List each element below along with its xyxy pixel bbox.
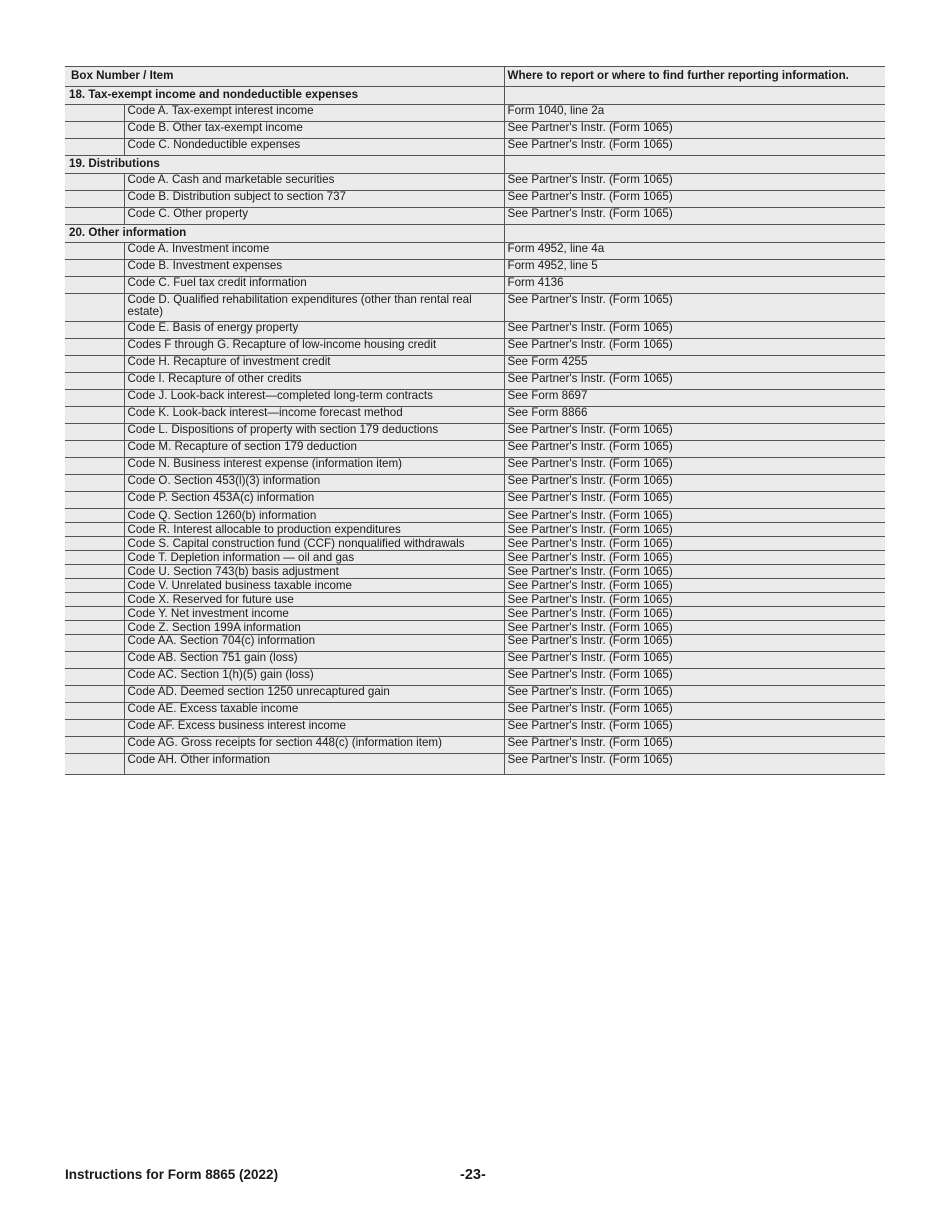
section-where-empty <box>504 87 885 105</box>
reporting-location: Form 1040, line 2a <box>504 105 885 122</box>
reporting-location: See Partner's Instr. (Form 1065) <box>504 509 885 523</box>
indent-cell <box>65 720 124 737</box>
section-row <box>65 87 885 105</box>
reporting-location: See Partner's Instr. (Form 1065) <box>504 322 885 339</box>
code-label: Code A. Cash and marketable securities <box>124 174 504 191</box>
code-label: Code U. Section 743(b) basis adjustment <box>124 565 504 579</box>
reporting-location: See Partner's Instr. (Form 1065) <box>504 551 885 565</box>
indent-cell <box>65 174 124 191</box>
indent-cell <box>65 277 124 294</box>
table-row <box>65 720 885 737</box>
section-row <box>65 225 885 243</box>
indent-cell <box>65 737 124 754</box>
indent-cell <box>65 373 124 390</box>
reporting-location: See Partner's Instr. (Form 1065) <box>504 208 885 225</box>
reporting-location: See Partner's Instr. (Form 1065) <box>504 523 885 537</box>
indent-cell <box>65 208 124 225</box>
code-label: Code AB. Section 751 gain (loss) <box>124 652 504 669</box>
reporting-location: See Partner's Instr. (Form 1065) <box>504 607 885 621</box>
reporting-location: See Partner's Instr. (Form 1065) <box>504 458 885 475</box>
indent-cell <box>65 686 124 703</box>
indent-cell <box>65 243 124 260</box>
code-label: Code AH. Other information <box>124 754 504 775</box>
indent-cell <box>65 122 124 139</box>
code-label: Code I. Recapture of other credits <box>124 373 504 390</box>
indent-cell <box>65 407 124 424</box>
indent-cell <box>65 191 124 208</box>
section-where-empty <box>504 225 885 243</box>
code-label: Code C. Nondeductible expenses <box>124 139 504 156</box>
indent-cell <box>65 537 124 551</box>
indent-cell <box>65 579 124 593</box>
code-label: Code B. Investment expenses <box>124 260 504 277</box>
code-label: Code AG. Gross receipts for section 448(c) (information item) <box>124 737 504 754</box>
section-row <box>65 156 885 174</box>
code-label: Code E. Basis of energy property <box>124 322 504 339</box>
reporting-location: See Partner's Instr. (Form 1065) <box>504 294 885 322</box>
section-title: 20. Other information <box>65 225 504 243</box>
reporting-location: See Form 8697 <box>504 390 885 407</box>
reporting-location: See Partner's Instr. (Form 1065) <box>504 669 885 686</box>
table-row <box>65 593 885 607</box>
table-row <box>65 686 885 703</box>
code-label: Code K. Look-back interest—income forecast method <box>124 407 504 424</box>
indent-cell <box>65 441 124 458</box>
code-label: Code A. Investment income <box>124 243 504 260</box>
indent-cell <box>65 356 124 373</box>
section-title: 19. Distributions <box>65 156 504 174</box>
code-label: Code T. Depletion information — oil and gas <box>124 551 504 565</box>
table-row <box>65 537 885 551</box>
table-row <box>65 607 885 621</box>
code-label: Code AE. Excess taxable income <box>124 703 504 720</box>
table-row <box>65 208 885 225</box>
indent-cell <box>65 475 124 492</box>
table-row <box>65 475 885 492</box>
table-row <box>65 339 885 356</box>
reporting-location: Form 4952, line 5 <box>504 260 885 277</box>
indent-cell <box>65 492 124 509</box>
indent-cell <box>65 339 124 356</box>
reporting-location: See Partner's Instr. (Form 1065) <box>504 737 885 754</box>
table-row <box>65 373 885 390</box>
table-row <box>65 669 885 686</box>
indent-cell <box>65 458 124 475</box>
code-label: Code A. Tax-exempt interest income <box>124 105 504 122</box>
table-row <box>65 139 885 156</box>
indent-cell <box>65 105 124 122</box>
table-row <box>65 551 885 565</box>
reporting-location: See Partner's Instr. (Form 1065) <box>504 441 885 458</box>
header-item: Box Number / Item <box>65 67 504 87</box>
reporting-location: See Partner's Instr. (Form 1065) <box>504 565 885 579</box>
reporting-location: See Partner's Instr. (Form 1065) <box>504 339 885 356</box>
table-row <box>65 579 885 593</box>
indent-cell <box>65 523 124 537</box>
indent-cell <box>65 607 124 621</box>
code-label: Code O. Section 453(l)(3) information <box>124 475 504 492</box>
table-row <box>65 191 885 208</box>
indent-cell <box>65 509 124 523</box>
reporting-location: See Partner's Instr. (Form 1065) <box>504 475 885 492</box>
indent-cell <box>65 565 124 579</box>
code-label: Code Q. Section 1260(b) information <box>124 509 504 523</box>
table-row <box>65 652 885 669</box>
indent-cell <box>65 635 124 652</box>
reporting-location: See Partner's Instr. (Form 1065) <box>504 686 885 703</box>
reporting-location: See Partner's Instr. (Form 1065) <box>504 621 885 635</box>
reporting-location: See Form 4255 <box>504 356 885 373</box>
indent-cell <box>65 424 124 441</box>
reporting-location: See Partner's Instr. (Form 1065) <box>504 492 885 509</box>
code-label: Code R. Interest allocable to production expenditures <box>124 523 504 537</box>
table-row <box>65 703 885 720</box>
reporting-location: See Partner's Instr. (Form 1065) <box>504 652 885 669</box>
table-row <box>65 523 885 537</box>
code-label: Code C. Other property <box>124 208 504 225</box>
code-label: Code D. Qualified rehabilitation expenditures (other than rental real estate) <box>124 294 504 322</box>
reporting-location: See Partner's Instr. (Form 1065) <box>504 537 885 551</box>
code-label: Codes F through G. Recapture of low-income housing credit <box>124 339 504 356</box>
code-label: Code N. Business interest expense (information item) <box>124 458 504 475</box>
table-row <box>65 509 885 523</box>
reporting-location: See Partner's Instr. (Form 1065) <box>504 373 885 390</box>
footer-form-title: Instructions for Form 8865 (2022) <box>65 1167 279 1182</box>
reporting-location: See Partner's Instr. (Form 1065) <box>504 703 885 720</box>
table-row <box>65 260 885 277</box>
indent-cell <box>65 139 124 156</box>
indent-cell <box>65 390 124 407</box>
code-label: Code B. Other tax-exempt income <box>124 122 504 139</box>
reporting-location: See Partner's Instr. (Form 1065) <box>504 424 885 441</box>
code-label: Code C. Fuel tax credit information <box>124 277 504 294</box>
table-row <box>65 322 885 339</box>
table-row <box>65 122 885 139</box>
indent-cell <box>65 754 124 775</box>
table-row <box>65 243 885 260</box>
indent-cell <box>65 551 124 565</box>
table-header-row <box>65 67 885 87</box>
section-where-empty <box>504 156 885 174</box>
indent-cell <box>65 260 124 277</box>
table-row <box>65 458 885 475</box>
table-row <box>65 621 885 635</box>
reporting-location: See Partner's Instr. (Form 1065) <box>504 174 885 191</box>
code-label: Code AF. Excess business interest income <box>124 720 504 737</box>
code-label: Code AA. Section 704(c) information <box>124 635 504 652</box>
reporting-location: See Partner's Instr. (Form 1065) <box>504 191 885 208</box>
table-row <box>65 737 885 754</box>
table-row <box>65 390 885 407</box>
table-row <box>65 174 885 191</box>
table-row <box>65 294 885 322</box>
indent-cell <box>65 669 124 686</box>
reporting-location: Form 4952, line 4a <box>504 243 885 260</box>
table-row <box>65 277 885 294</box>
indent-cell <box>65 593 124 607</box>
table-row <box>65 407 885 424</box>
indent-cell <box>65 621 124 635</box>
reporting-location: See Partner's Instr. (Form 1065) <box>504 754 885 775</box>
table-row <box>65 635 885 652</box>
code-label: Code J. Look-back interest—completed long-term contracts <box>124 390 504 407</box>
table-row <box>65 105 885 122</box>
table-row <box>65 492 885 509</box>
reporting-location: See Partner's Instr. (Form 1065) <box>504 593 885 607</box>
code-label: Code P. Section 453A(c) information <box>124 492 504 509</box>
indent-cell <box>65 322 124 339</box>
table-row <box>65 754 885 775</box>
code-label: Code V. Unrelated business taxable income <box>124 579 504 593</box>
code-label: Code S. Capital construction fund (CCF) nonqualified withdrawals <box>124 537 504 551</box>
reporting-location: See Form 8866 <box>504 407 885 424</box>
code-label: Code M. Recapture of section 179 deduction <box>124 441 504 458</box>
indent-cell <box>65 703 124 720</box>
reporting-location: Form 4136 <box>504 277 885 294</box>
reporting-location: See Partner's Instr. (Form 1065) <box>504 139 885 156</box>
codes-table <box>65 66 885 775</box>
code-label: Code L. Dispositions of property with section 179 deductions <box>124 424 504 441</box>
table-row <box>65 424 885 441</box>
reporting-location: See Partner's Instr. (Form 1065) <box>504 122 885 139</box>
section-title: 18. Tax-exempt income and nondeductible expenses <box>65 87 504 105</box>
code-label: Code AC. Section 1(h)(5) gain (loss) <box>124 669 504 686</box>
code-label: Code B. Distribution subject to section 737 <box>124 191 504 208</box>
table-row <box>65 565 885 579</box>
reporting-location: See Partner's Instr. (Form 1065) <box>504 720 885 737</box>
table-body <box>65 87 885 775</box>
table-row <box>65 441 885 458</box>
reporting-location: See Partner's Instr. (Form 1065) <box>504 635 885 652</box>
indent-cell <box>65 294 124 322</box>
indent-cell <box>65 652 124 669</box>
code-label: Code H. Recapture of investment credit <box>124 356 504 373</box>
code-label: Code AD. Deemed section 1250 unrecaptured gain <box>124 686 504 703</box>
header-where: Where to report or where to find further reporting information. <box>504 67 885 87</box>
page-number: -23- <box>460 1167 486 1183</box>
table-row <box>65 356 885 373</box>
code-label: Code X. Reserved for future use <box>124 593 504 607</box>
code-label: Code Z. Section 199A information <box>124 621 504 635</box>
code-label: Code Y. Net investment income <box>124 607 504 621</box>
reporting-location: See Partner's Instr. (Form 1065) <box>504 579 885 593</box>
